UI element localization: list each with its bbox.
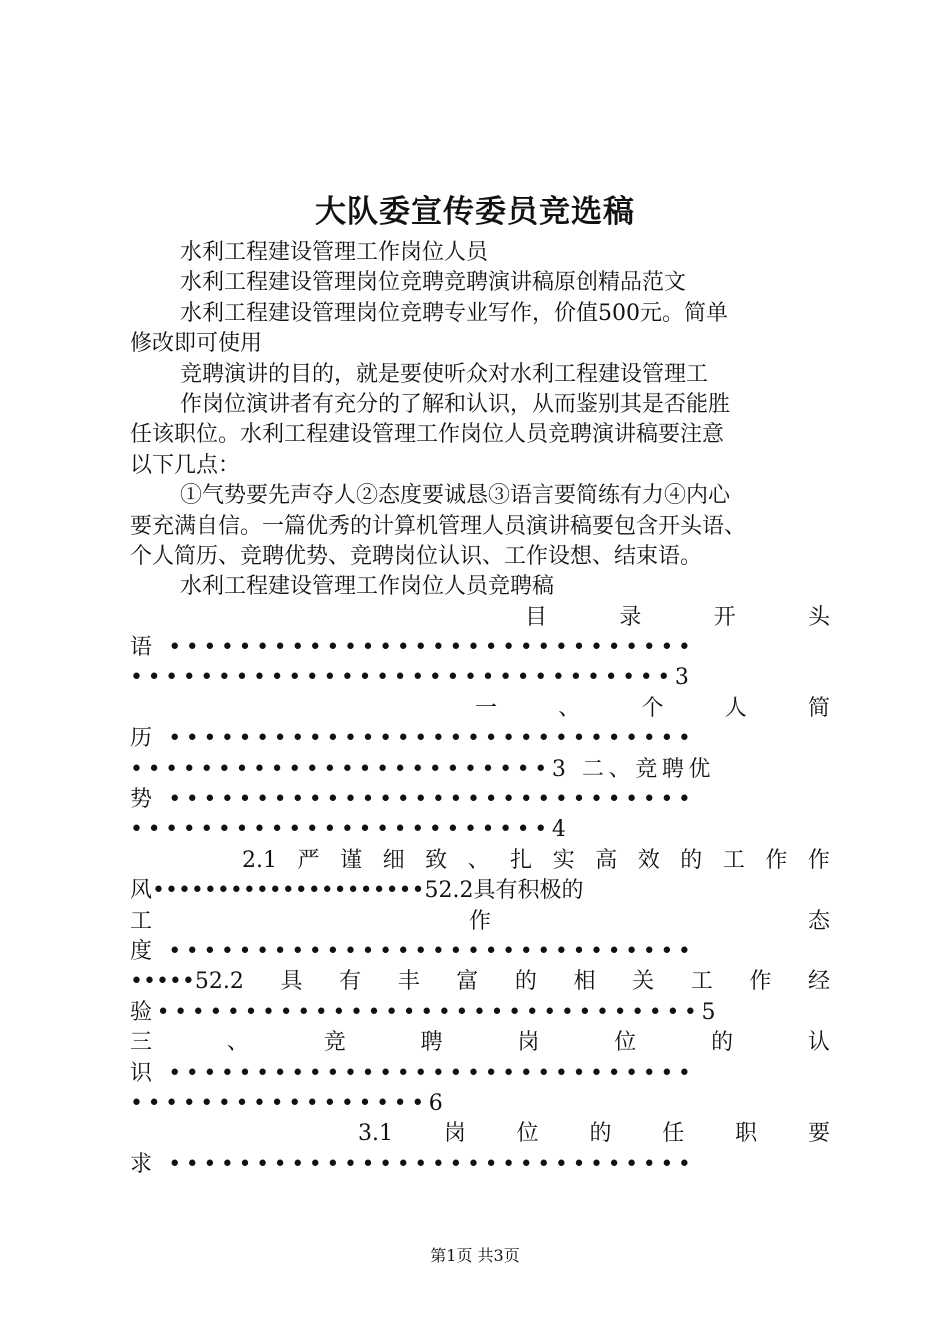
paragraph-line: 要充满自信。一篇优秀的计算机管理人员演讲稿要包含开头语、 (130, 513, 747, 539)
toc-char: 谨 (340, 847, 363, 873)
toc-char: •••••52.2 (130, 969, 244, 995)
toc-char: 、 (226, 1030, 249, 1056)
toc-char: 三 (130, 1030, 153, 1056)
toc-entry (130, 694, 830, 724)
toc-char: 2.1 (242, 847, 277, 873)
paragraph-line: 任该职位。水利工程建设管理工作岗位人员竞聘演讲稿要注意 (130, 422, 725, 448)
toc-char: 岗 (443, 1121, 466, 1147)
toc-char: 开 (713, 604, 736, 630)
toc-char: 聘 (420, 1030, 443, 1056)
toc-char: 职 (735, 1121, 758, 1147)
toc-char: 关 (632, 969, 655, 995)
paragraph-line: 修改即可使用 (130, 331, 263, 357)
paragraph-line: 水利工程建设管理岗位竞聘竞聘演讲稿原创精品范文 (180, 270, 687, 296)
toc-char: 扎 (510, 847, 533, 873)
toc-line: ••••••••••••••••••••••••4 (130, 817, 571, 843)
toc-char: 岗 (517, 1030, 540, 1056)
paragraph-line: 水利工程建设管理工作岗位人员竞聘稿 (180, 574, 555, 600)
toc-char: 有 (339, 969, 362, 995)
toc-char: 实 (552, 847, 575, 873)
toc-char: 、 (558, 695, 581, 721)
toc-line: 验•••••••••••••••••••••••••••••••5 (130, 999, 721, 1025)
toc-char: 个 (641, 695, 664, 721)
paragraph-line: 水利工程建设管理工作岗位人员 (180, 240, 489, 265)
toc-line: ••••••••••••••••••••••••3 二、竞聘优 (130, 756, 716, 782)
toc-entry (130, 1119, 830, 1149)
toc-char: 作 (807, 847, 830, 873)
paragraph-line: 水利工程建设管理岗位竞聘专业写作，价值500元。简单 (180, 300, 728, 326)
toc-char: 效 (637, 847, 660, 873)
toc-char: 工 (722, 847, 745, 873)
toc-char: 简 (807, 695, 830, 721)
toc-char: 作 (765, 847, 788, 873)
toc-heading (130, 603, 830, 633)
paragraph-line: 竞聘演讲的目的，就是要使听众对水利工程建设管理工 (180, 361, 709, 387)
toc-char: 经 (807, 969, 830, 995)
toc-char: 任 (662, 1121, 685, 1147)
toc-char: 作 (468, 908, 491, 934)
toc-line: •••••••••••••••••••••••••••••••3 (130, 665, 694, 691)
toc-line: •••••••••••••••••6 (130, 1090, 448, 1116)
toc-line: 历 •••••••••••••••••••••••••••••• (130, 726, 696, 752)
toc-char: 细 (382, 847, 405, 873)
toc-char: 高 (595, 847, 618, 873)
toc-char: 位 (614, 1030, 637, 1056)
toc-line: 风•••••••••••••••••••••52.2具有积极的 (130, 878, 584, 904)
paragraph-line: ①气势要先声夺人②态度要诚恳③语言要简练有力④内心 (180, 483, 731, 509)
toc-char: 严 (297, 847, 320, 873)
toc-char: 的 (711, 1030, 734, 1056)
toc-char: 录 (619, 604, 642, 630)
toc-entry (130, 967, 830, 997)
toc-line: 求 •••••••••••••••••••••••••••••• (130, 1151, 696, 1177)
toc-line: 度 •••••••••••••••••••••••••••••• (130, 938, 696, 964)
document-title: 大队委宣传委员竞选稿 (315, 194, 635, 230)
toc-char: 的 (680, 847, 703, 873)
toc-line: 识 •••••••••••••••••••••••••••••• (130, 1060, 696, 1086)
toc-char: 工 (690, 969, 713, 995)
toc-line: 势 •••••••••••••••••••••••••••••• (130, 787, 696, 813)
toc-char: 、 (467, 847, 490, 873)
toc-char: 认 (807, 1030, 830, 1056)
toc-char: 要 (807, 1121, 830, 1147)
document-body (130, 238, 830, 1180)
toc-char: 富 (456, 969, 479, 995)
page-footer: 第1页 共3页 (430, 1246, 520, 1265)
paragraph-line: 个人简历、竞聘优势、竞聘岗位认识、工作设想、结束语。 (130, 543, 703, 569)
toc-char: 人 (724, 695, 747, 721)
toc-entry (130, 1028, 830, 1058)
toc-char: 致 (425, 847, 448, 873)
paragraph-line: 以下几点： (130, 452, 241, 478)
toc-char: 丰 (397, 969, 420, 995)
toc-entry (130, 846, 830, 876)
toc-char: 位 (516, 1121, 539, 1147)
toc-char: 的 (514, 969, 537, 995)
toc-char: 态 (807, 908, 830, 934)
toc-char: 相 (573, 969, 596, 995)
toc-char: 目 (525, 604, 548, 630)
toc-line: 语 •••••••••••••••••••••••••••••• (130, 635, 696, 661)
toc-char: 头 (807, 604, 830, 630)
toc-char: 具 (280, 969, 303, 995)
toc-char: 一 (475, 695, 498, 721)
toc-entry (130, 907, 830, 937)
toc-char: 的 (589, 1121, 612, 1147)
paragraph-line: 作岗位演讲者有充分的了解和认识，从而鉴别其是否能胜 (180, 391, 731, 417)
toc-char: 工 (130, 908, 153, 934)
toc-char: 竞 (323, 1030, 346, 1056)
toc-char: 作 (749, 969, 772, 995)
toc-char: 3.1 (358, 1121, 393, 1147)
